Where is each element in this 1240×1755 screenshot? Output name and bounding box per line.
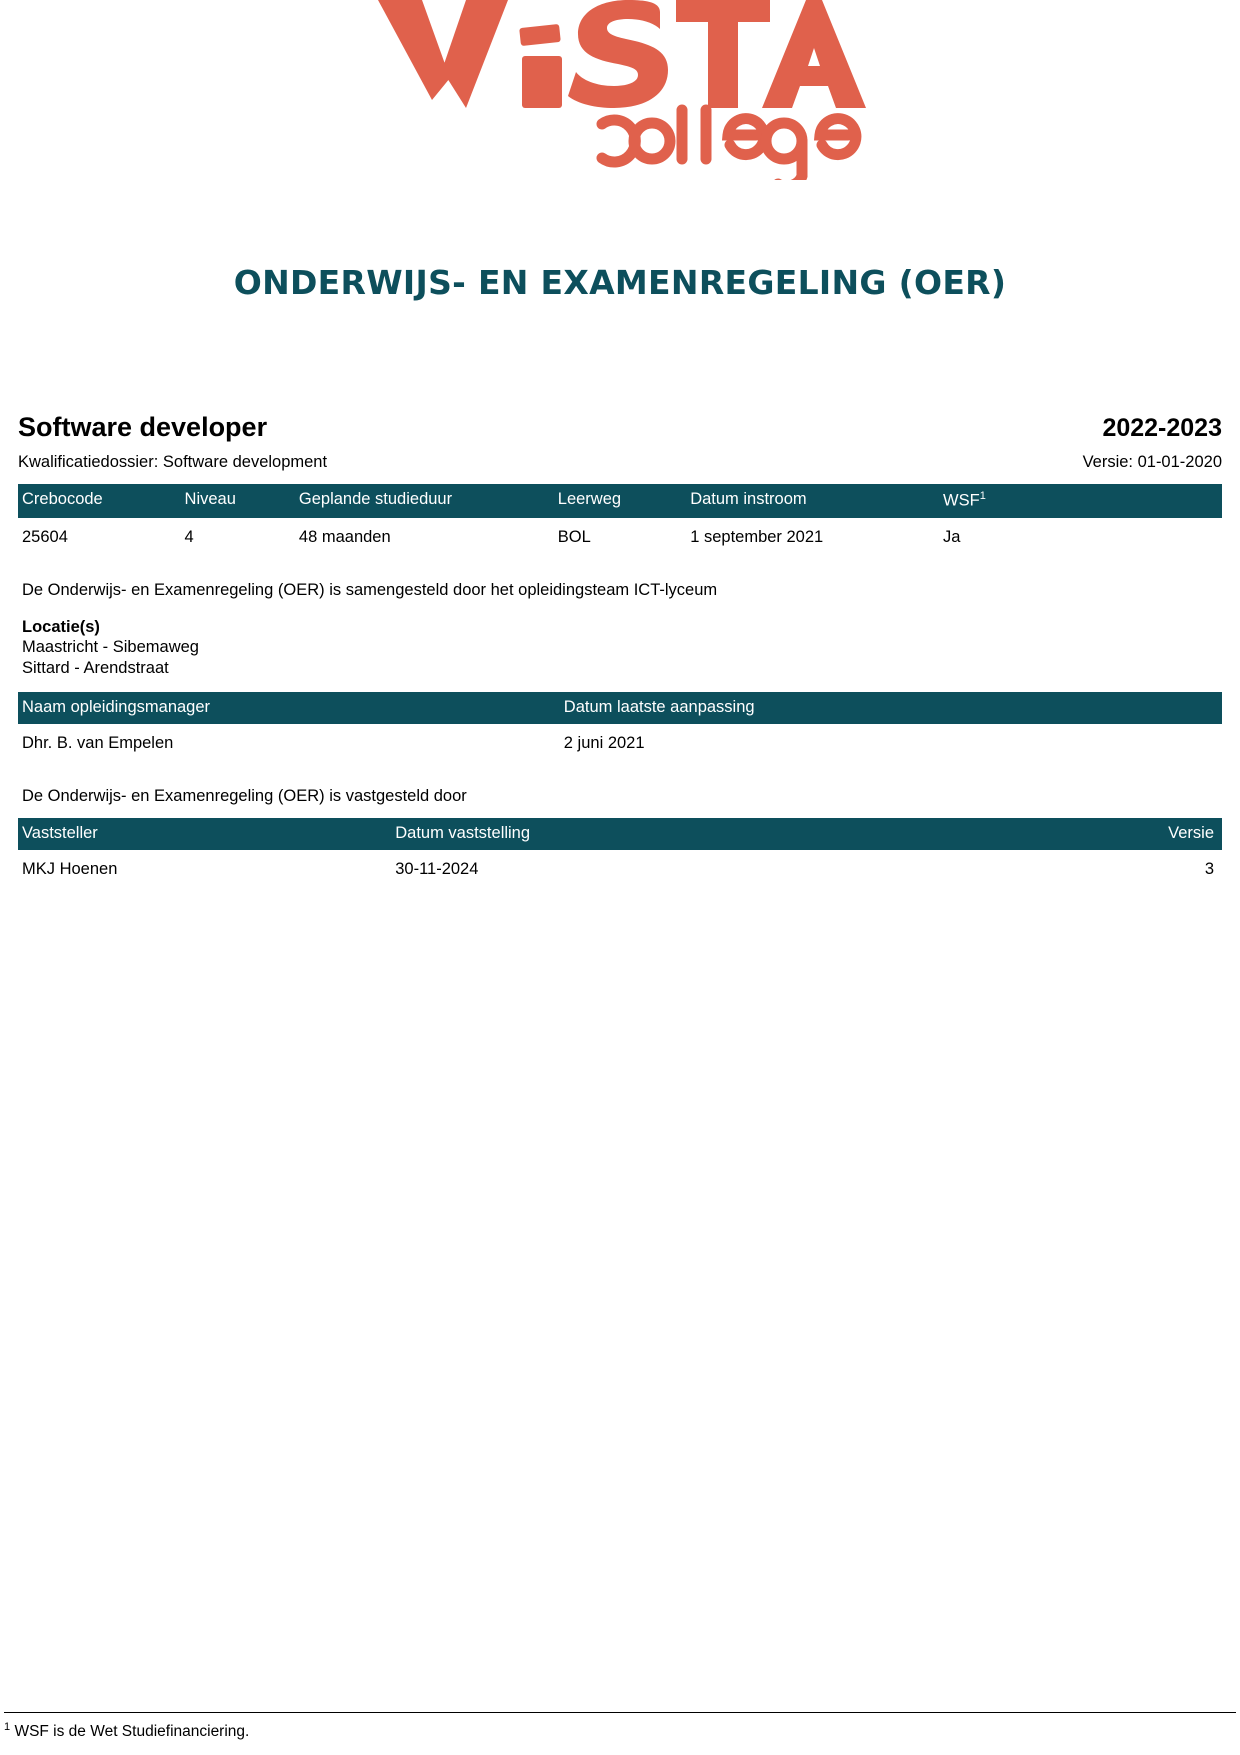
cell-datum-instroom: 1 september 2021 bbox=[686, 518, 939, 555]
cell-studieduur: 48 maanden bbox=[295, 518, 554, 555]
program-header bbox=[18, 412, 1222, 443]
dossier-version: Versie: 01-01-2020 bbox=[1082, 453, 1222, 471]
cell-last-change: 2 juni 2021 bbox=[560, 724, 1222, 761]
column-header-vaststeller: Vaststeller bbox=[18, 818, 391, 850]
qualification-dossier: Kwalificatiedossier: Software development bbox=[18, 453, 328, 471]
column-header-datum-instroom: Datum instroom bbox=[686, 484, 939, 518]
established-table bbox=[18, 818, 1222, 887]
cell-vaststeller: MKJ Hoenen bbox=[18, 850, 391, 887]
cell-niveau: 4 bbox=[181, 518, 295, 555]
vista-college-logo bbox=[18, 0, 1222, 185]
footnote-text bbox=[4, 1721, 1236, 1741]
cell-crebocode: 25604 bbox=[18, 518, 181, 555]
column-header-studieduur: Geplande studieduur bbox=[295, 484, 554, 518]
table-row bbox=[18, 850, 1222, 887]
table-row bbox=[18, 724, 1222, 761]
program-name: Software developer bbox=[18, 412, 268, 442]
cell-leerweg: BOL bbox=[554, 518, 686, 555]
column-header-datum-vaststelling: Datum vaststelling bbox=[391, 818, 915, 850]
table-header-row bbox=[18, 692, 1222, 724]
school-year: 2022-2023 bbox=[1102, 414, 1222, 442]
footnote-body: WSF is de Wet Studiefinanciering. bbox=[14, 1723, 250, 1740]
column-header-leerweg: Leerweg bbox=[554, 484, 686, 518]
column-header-niveau: Niveau bbox=[181, 484, 295, 518]
location-item: Maastricht - Sibemaweg bbox=[22, 637, 199, 656]
cell-manager-name: Dhr. B. van Empelen bbox=[18, 724, 560, 761]
cell-wsf: Ja bbox=[939, 518, 1222, 555]
program-subheader bbox=[18, 453, 1222, 472]
cell-datum-vaststelling: 30-11-2024 bbox=[391, 850, 915, 887]
manager-table bbox=[18, 692, 1222, 761]
column-header-crebocode: Crebocode bbox=[18, 484, 181, 518]
table-header-row bbox=[18, 484, 1222, 518]
table-header-row bbox=[18, 818, 1222, 850]
wsf-label: WSF bbox=[943, 491, 980, 510]
wsf-footnote-marker: 1 bbox=[979, 490, 986, 502]
footnote-divider bbox=[4, 1712, 1236, 1713]
compiled-by-text: De Onderwijs- en Examenregeling (OER) is samengesteld door het opleidingsteam ICT-lyceum bbox=[22, 580, 718, 599]
footnote bbox=[0, 1712, 1240, 1741]
location-item: Sittard - Arendstraat bbox=[22, 659, 169, 678]
table-row bbox=[18, 518, 1222, 555]
column-header-versie: Versie bbox=[915, 818, 1222, 850]
column-header-last-change: Datum laatste aanpassing bbox=[560, 692, 1222, 724]
column-header-manager-name: Naam opleidingsmanager bbox=[18, 692, 560, 724]
logo-graphic bbox=[370, 0, 870, 185]
page-title: ONDERWIJS- EN EXAMENREGELING (OER) bbox=[233, 263, 1007, 302]
column-header-wsf bbox=[939, 484, 1222, 518]
cell-versie: 3 bbox=[915, 850, 1222, 887]
established-by-label: De Onderwijs- en Examenregeling (OER) is vastgesteld door bbox=[22, 787, 467, 806]
locations-label: Locatie(s) bbox=[22, 617, 100, 636]
footnote-marker: 1 bbox=[4, 1720, 11, 1733]
program-details-table bbox=[18, 484, 1222, 555]
